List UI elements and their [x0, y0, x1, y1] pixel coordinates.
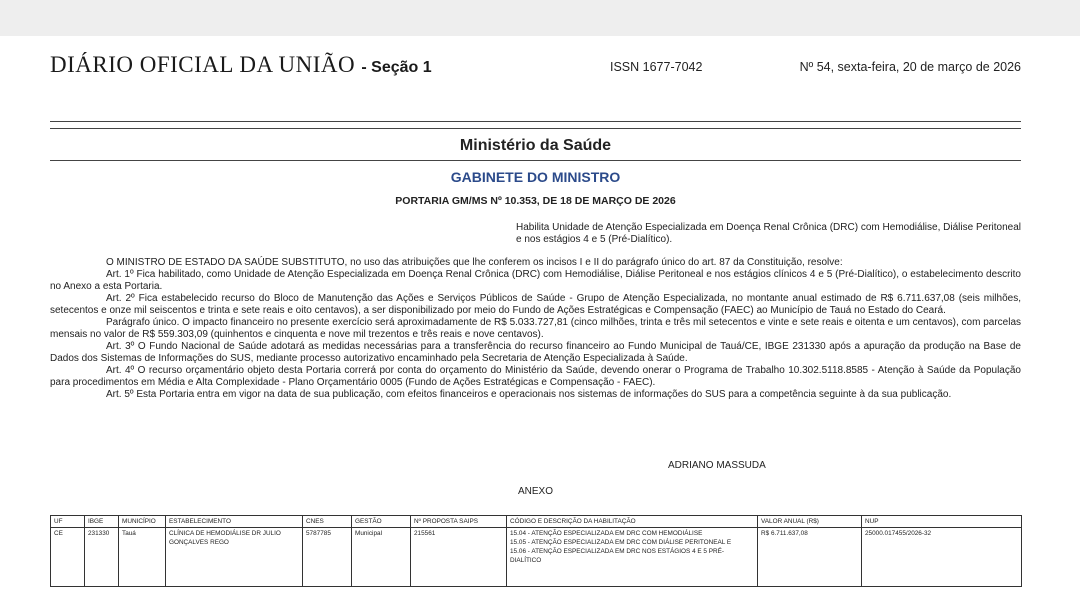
- column-header: CÓDIGO E DESCRIÇÃO DA HABILITAÇÃO: [507, 516, 758, 528]
- column-header: Nº PROPOSTA SAIPS: [411, 516, 507, 528]
- article-2: Art. 2º Fica estabelecido recurso do Bloco de Manutenção das Ações e Serviços Públicos de Saúde - Grupo de Atenção Especializada, no montante anual estimado de R$ 6.711.637,08 (seis milhões, setecentos e onze mil seiscentos e trinta e sete reais e oito centavos), a ser disponibilizado por meio do Fundo de Ações Estratégicas e Compensação (FAEC) ao Município de Tauá no Estado do Ceará.: [50, 293, 1021, 316]
- cell-valor: R$ 6.711.637,08: [758, 528, 862, 587]
- section-label: - Seção 1: [361, 59, 432, 76]
- cell-nup: 25000.017455/2026-32: [862, 528, 1022, 587]
- column-header: VALOR ANUAL (R$): [758, 516, 862, 528]
- issn: ISSN 1677-7042: [610, 60, 703, 74]
- article-3: Art. 3º O Fundo Nacional de Saúde adotará as medidas necessárias para a transferência do recurso financeiro ao Fundo Municipal de Tauá/CE, IBGE 231330 após a apuração da produção na Base de Dados dos Sistemas de Informações do SUS, mediante processo autorizativo encaminhado pela Secretaria de Atenção Especializada à Saúde.: [50, 341, 1021, 364]
- article-4: Art. 4º O recurso orçamentário objeto desta Portaria correrá por conta do orçamento do Ministério da Saúde, devendo onerar o Programa de Trabalho 10.302.5118.8585 - Atenção à Saúde da População para procedimentos em Média e Alta Complexidade - Plano Orçamentário 0005 (Fundo de Ações Estratégicas e Compensação - FAEC).: [50, 365, 1021, 388]
- column-header: GESTÃO: [352, 516, 411, 528]
- cell-ibge: 231330: [85, 528, 119, 587]
- annex-label: ANEXO: [517, 486, 553, 497]
- table-row: [51, 528, 1022, 587]
- annex-table: [50, 515, 1022, 587]
- edition-date: Nº 54, sexta-feira, 20 de março de 2026: [799, 60, 1021, 74]
- newspaper-title: [50, 52, 432, 78]
- header-rule-top: [50, 121, 1021, 122]
- habilitation-code: 15.04 - ATENÇÃO ESPECIALIZADA EM DRC COM HEMODIÁLISE: [510, 530, 703, 537]
- act-title: PORTARIA GM/MS Nº 10.353, DE 18 DE MARÇO DE 2026: [395, 195, 676, 207]
- column-header: UF: [51, 516, 85, 528]
- ministry-heading: Ministério da Saúde: [459, 137, 612, 154]
- article-5: Art. 5º Esta Portaria entra em vigor na data de sua publicação, com efeitos financeiros e operacionais nos sistemas de informações do SUS para a competência seguinte à da sua publicação.: [106, 389, 952, 400]
- column-header: NUP: [862, 516, 1022, 528]
- cell-uf: CE: [51, 528, 85, 587]
- article-2-sole-paragraph: Parágrafo único. O impacto financeiro no presente exercício será aproximadamente de R$ 5.033.727,81 (cinco milhões, trinta e três mil setecentos e vinte e sete reais e oitenta e um centavos), com parcelas mensais no valor de R$ 559.303,09 (quinhentos e cinquenta e nove mil trezentos e três reais e nove centavos).: [50, 317, 1021, 340]
- column-header: CNES: [303, 516, 352, 528]
- masthead: [50, 52, 1021, 82]
- cell-estabelecimento: CLÍNICA DE HEMODIÁLISE DR JULIO GONÇALVES REGO: [166, 528, 303, 587]
- signer-name: ADRIANO MASSUDA: [668, 460, 766, 471]
- cell-municipio: Tauá: [119, 528, 166, 587]
- column-header: IBGE: [85, 516, 119, 528]
- cell-gestao: Municipal: [352, 528, 411, 587]
- viewer-top-bar: [0, 0, 1080, 36]
- act-body: [50, 257, 1021, 401]
- cell-codigos: [507, 528, 758, 587]
- ministry-rule: [50, 160, 1021, 161]
- column-header: MUNICÍPIO: [119, 516, 166, 528]
- newspaper-name: DIÁRIO OFICIAL DA UNIÃO: [50, 52, 356, 77]
- habilitation-code: 15.05 - ATENÇÃO ESPECIALIZADA EM DRC COM DIÁLISE PERITONEAL E: [510, 539, 732, 546]
- cell-proposta: 215561: [411, 528, 507, 587]
- office-heading: GABINETE DO MINISTRO: [450, 169, 621, 185]
- habilitation-code: 15.06 - ATENÇÃO ESPECIALIZADA EM DRC NOS ESTÁGIOS 4 E 5 PRÉ-DIALÍTICO: [510, 548, 725, 564]
- column-header: ESTABELECIMENTO: [166, 516, 303, 528]
- article-1: Art. 1º Fica habilitado, como Unidade de Atenção Especializada em Doença Renal Crônica (DRC) com Hemodiálise, Diálise Peritoneal e nos estágios clínicos 4 e 5 (Pré-Dialítico), o estabelecimento descrito no Anexo a esta Portaria.: [50, 269, 1021, 292]
- ementa: Habilita Unidade de Atenção Especializada em Doença Renal Crônica (DRC) com Hemodiálise, Diálise Peritoneal e nos estágios 4 e 5 (Pré-Dialítico).: [516, 222, 1021, 245]
- table-header-row: [51, 516, 1022, 528]
- cell-cnes: 5787785: [303, 528, 352, 587]
- header-rule-bottom: [50, 128, 1021, 129]
- preamble: O MINISTRO DE ESTADO DA SAÚDE SUBSTITUTO, no uso das atribuições que lhe conferem os incisos I e II do parágrafo único do art. 87 da Constituição, resolve:: [106, 257, 843, 268]
